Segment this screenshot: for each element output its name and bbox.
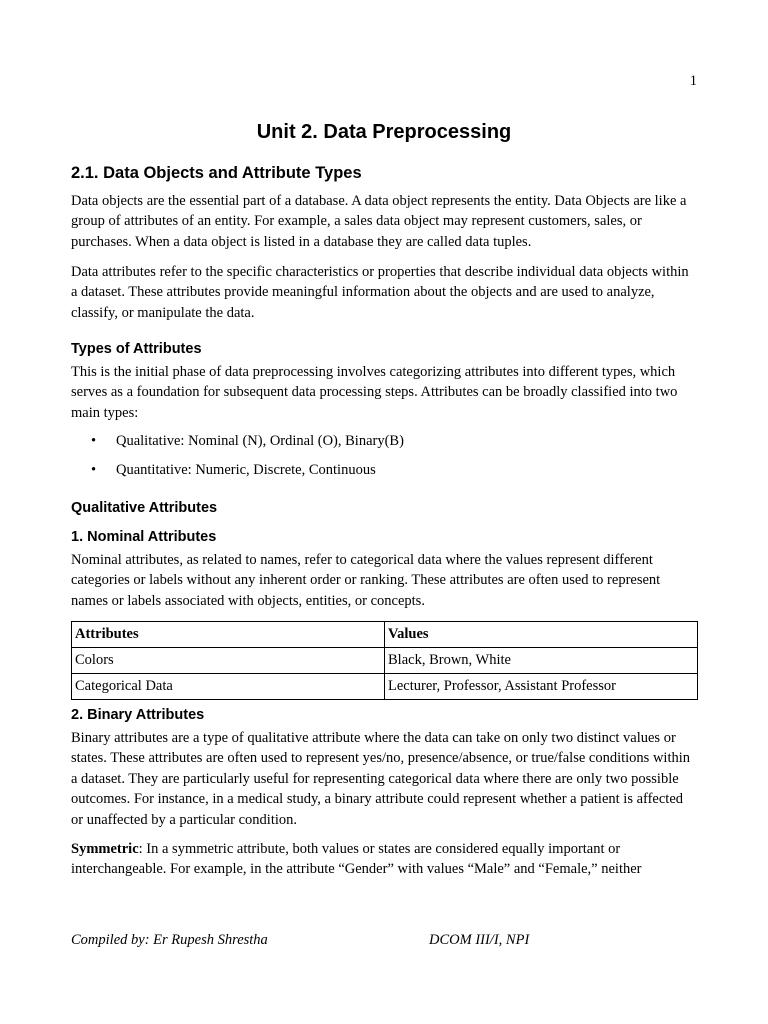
paragraph-binary-attributes: Binary attributes are a type of qualitative attribute where the data can take on only two distinct values or states. These attributes are often used to represent yes/no, presence/absence, or true/false conditions within a dataset. They are particularly useful for representing categorical data where there are only two possible outcomes. For instance, in a medical study, a binary attribute could represent whether a patient is affected or unaffected by a particular condition. (71, 730, 690, 828)
symmetric-text: : In a symmetric attribute, both values or states are considered equally important or interchangeable. For example, in the attribute “Gender” with values “Male” and “Female,” neither (71, 841, 642, 878)
footer-course: DCOM III/I, NPI (429, 932, 530, 948)
table-cell: Lecturer, Professor, Assistant Professor (385, 674, 698, 700)
section-heading: 2.1. Data Objects and Attribute Types (71, 164, 362, 182)
paragraph-data-objects: Data objects are the essential part of a database. A data object represents the entity. Data Objects are like a group of attributes of an entity. For example, a sales data object may represent customers, sales, or purchases. When a data object is listed in a database they are called data tuples. (71, 193, 687, 250)
footer-author: Compiled by: Er Rupesh Shrestha (71, 932, 268, 948)
document-title: Unit 2. Data Preprocessing (256, 121, 512, 143)
nominal-attributes-heading: 1. Nominal Attributes (71, 529, 217, 545)
bullet-icon: • (91, 462, 97, 478)
bullet-icon: • (91, 433, 97, 449)
list-item (71, 460, 697, 489)
attribute-types-list (71, 431, 697, 489)
table-cell: Categorical Data (72, 674, 385, 700)
paragraph-nominal-attributes: Nominal attributes, as related to names, refer to categorical data where the values represent different categories or labels without any inherent order or ranking. These attributes are often used to represent names or labels associated with objects, entities, or concepts. (71, 552, 661, 609)
table-cell: Colors (72, 648, 385, 674)
qualitative-attributes-heading: Qualitative Attributes (71, 500, 218, 516)
table-row (72, 674, 698, 700)
paragraph-symmetric (71, 839, 697, 880)
paragraph-data-attributes: Data attributes refer to the specific characteristics or properties that describe individual data objects within a dataset. These attributes provide meaningful information about the objects and are used to analyze, classify, or manipulate the data. (71, 264, 689, 321)
paragraph-types-of-attributes: This is the initial phase of data preprocessing involves categorizing attributes into different types, which serves as a foundation for subsequent data processing steps. Attributes can be broadly classified into two main types: (71, 364, 678, 421)
list-item (71, 431, 697, 460)
attributes-table (71, 621, 698, 700)
symmetric-term: Symmetric (71, 841, 139, 857)
table-header-cell: Attributes (72, 622, 385, 648)
list-item-text: Qualitative: Nominal (N), Ordinal (O), Binary(B) (116, 433, 404, 449)
list-item-text: Quantitative: Numeric, Discrete, Continuous (116, 462, 376, 478)
table-cell: Black, Brown, White (385, 648, 698, 674)
table-row (72, 648, 698, 674)
table-header-cell: Values (385, 622, 698, 648)
binary-attributes-heading: 2. Binary Attributes (71, 707, 205, 723)
types-of-attributes-heading: Types of Attributes (71, 341, 202, 357)
page-number: 1 (689, 73, 697, 89)
table-header-row (72, 622, 698, 648)
